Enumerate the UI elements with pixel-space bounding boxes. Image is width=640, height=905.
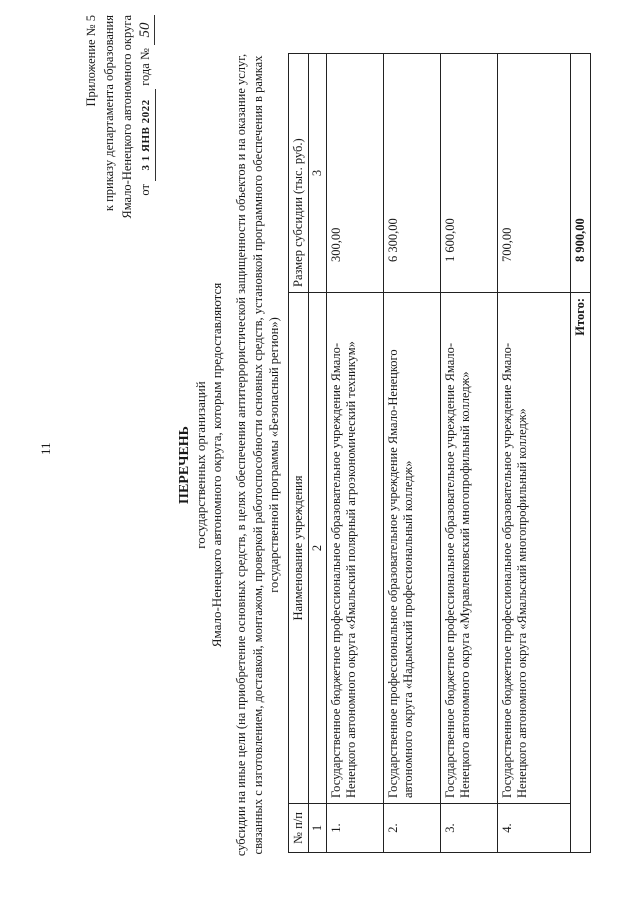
header-amount: Размер субсидии (тыс. руб.) bbox=[289, 54, 309, 293]
index-cell: 3 bbox=[309, 54, 327, 293]
from-label: от bbox=[138, 184, 152, 196]
institution-name: Государственное бюджетное профессиональное образовательное учреждение Ямало-Ненецкого автономного округа «Муравленковский многопрофильный колледж» bbox=[441, 293, 498, 804]
subsidy-amount: 700,00 bbox=[498, 54, 571, 293]
institution-name: Государственное профессиональное образовательное учреждение Ямало-Ненецкого автономного округа «Надымский профессиональный колледж» bbox=[384, 293, 441, 804]
index-cell: 2 bbox=[309, 293, 327, 804]
table-header-row bbox=[289, 54, 309, 853]
title-heading: ПЕРЕЧЕНЬ bbox=[177, 426, 192, 504]
total-value: 8 900,00 bbox=[571, 54, 591, 293]
subsidy-amount: 1 600,00 bbox=[441, 54, 498, 293]
subsidy-amount: 6 300,00 bbox=[384, 54, 441, 293]
document-title bbox=[177, 115, 225, 815]
title-line2: Ямало-Ненецкого автономного округа, которым предоставляются bbox=[209, 282, 224, 648]
title-line1: государственных организаций bbox=[193, 381, 208, 549]
row-number: 1. bbox=[327, 804, 384, 853]
row-number: 4. bbox=[498, 804, 571, 853]
institution-name: Государственное бюджетное профессиональное образовательное учреждение Ямало-Ненецкого автономного округа «Ямальский полярный агроэкономический техникум» bbox=[327, 293, 384, 804]
row-number: 2. bbox=[384, 804, 441, 853]
appendix-header bbox=[82, 15, 156, 265]
table-row bbox=[384, 54, 441, 853]
order-date: 3 1 ЯНВ 2022 bbox=[137, 89, 156, 181]
table-row bbox=[441, 54, 498, 853]
header-number: № п/п bbox=[289, 804, 309, 853]
total-label: Итого: bbox=[571, 293, 591, 853]
table-row bbox=[327, 54, 384, 853]
subsidy-purpose: субсидии на иные цели (на приобретение основных средств, в целях обеспечения антитеррористической защищенности объектов и на оказание услуг, связанных с изготовлением, доставкой, монтажом, проверкой работоспособности основных средств, установкой программного обеспечения в рамках государственной программы «Безопасный регион») bbox=[234, 53, 281, 857]
institutions-table bbox=[288, 53, 591, 853]
index-cell: 1 bbox=[309, 804, 327, 853]
year-number-label: года № bbox=[138, 48, 152, 86]
row-number: 3. bbox=[441, 804, 498, 853]
table-index-row bbox=[309, 54, 327, 853]
appendix-date-line bbox=[136, 15, 156, 265]
institution-name: Государственное бюджетное профессиональное образовательное учреждение Ямало-Ненецкого автономного округа «Ямальский многопрофильный колледж» bbox=[498, 293, 571, 804]
table-row bbox=[498, 54, 571, 853]
appendix-line2: к приказу департамента образования bbox=[102, 15, 116, 212]
total-row bbox=[571, 54, 591, 853]
page-number: 11 bbox=[38, 442, 53, 455]
order-number: 50 bbox=[136, 15, 155, 45]
subsidy-amount: 300,00 bbox=[327, 54, 384, 293]
header-name: Наименование учреждения bbox=[289, 293, 309, 804]
appendix-line3: Ямало-Ненецкого автономного округа bbox=[120, 15, 134, 219]
appendix-line1: Приложение № 5 bbox=[84, 15, 98, 107]
